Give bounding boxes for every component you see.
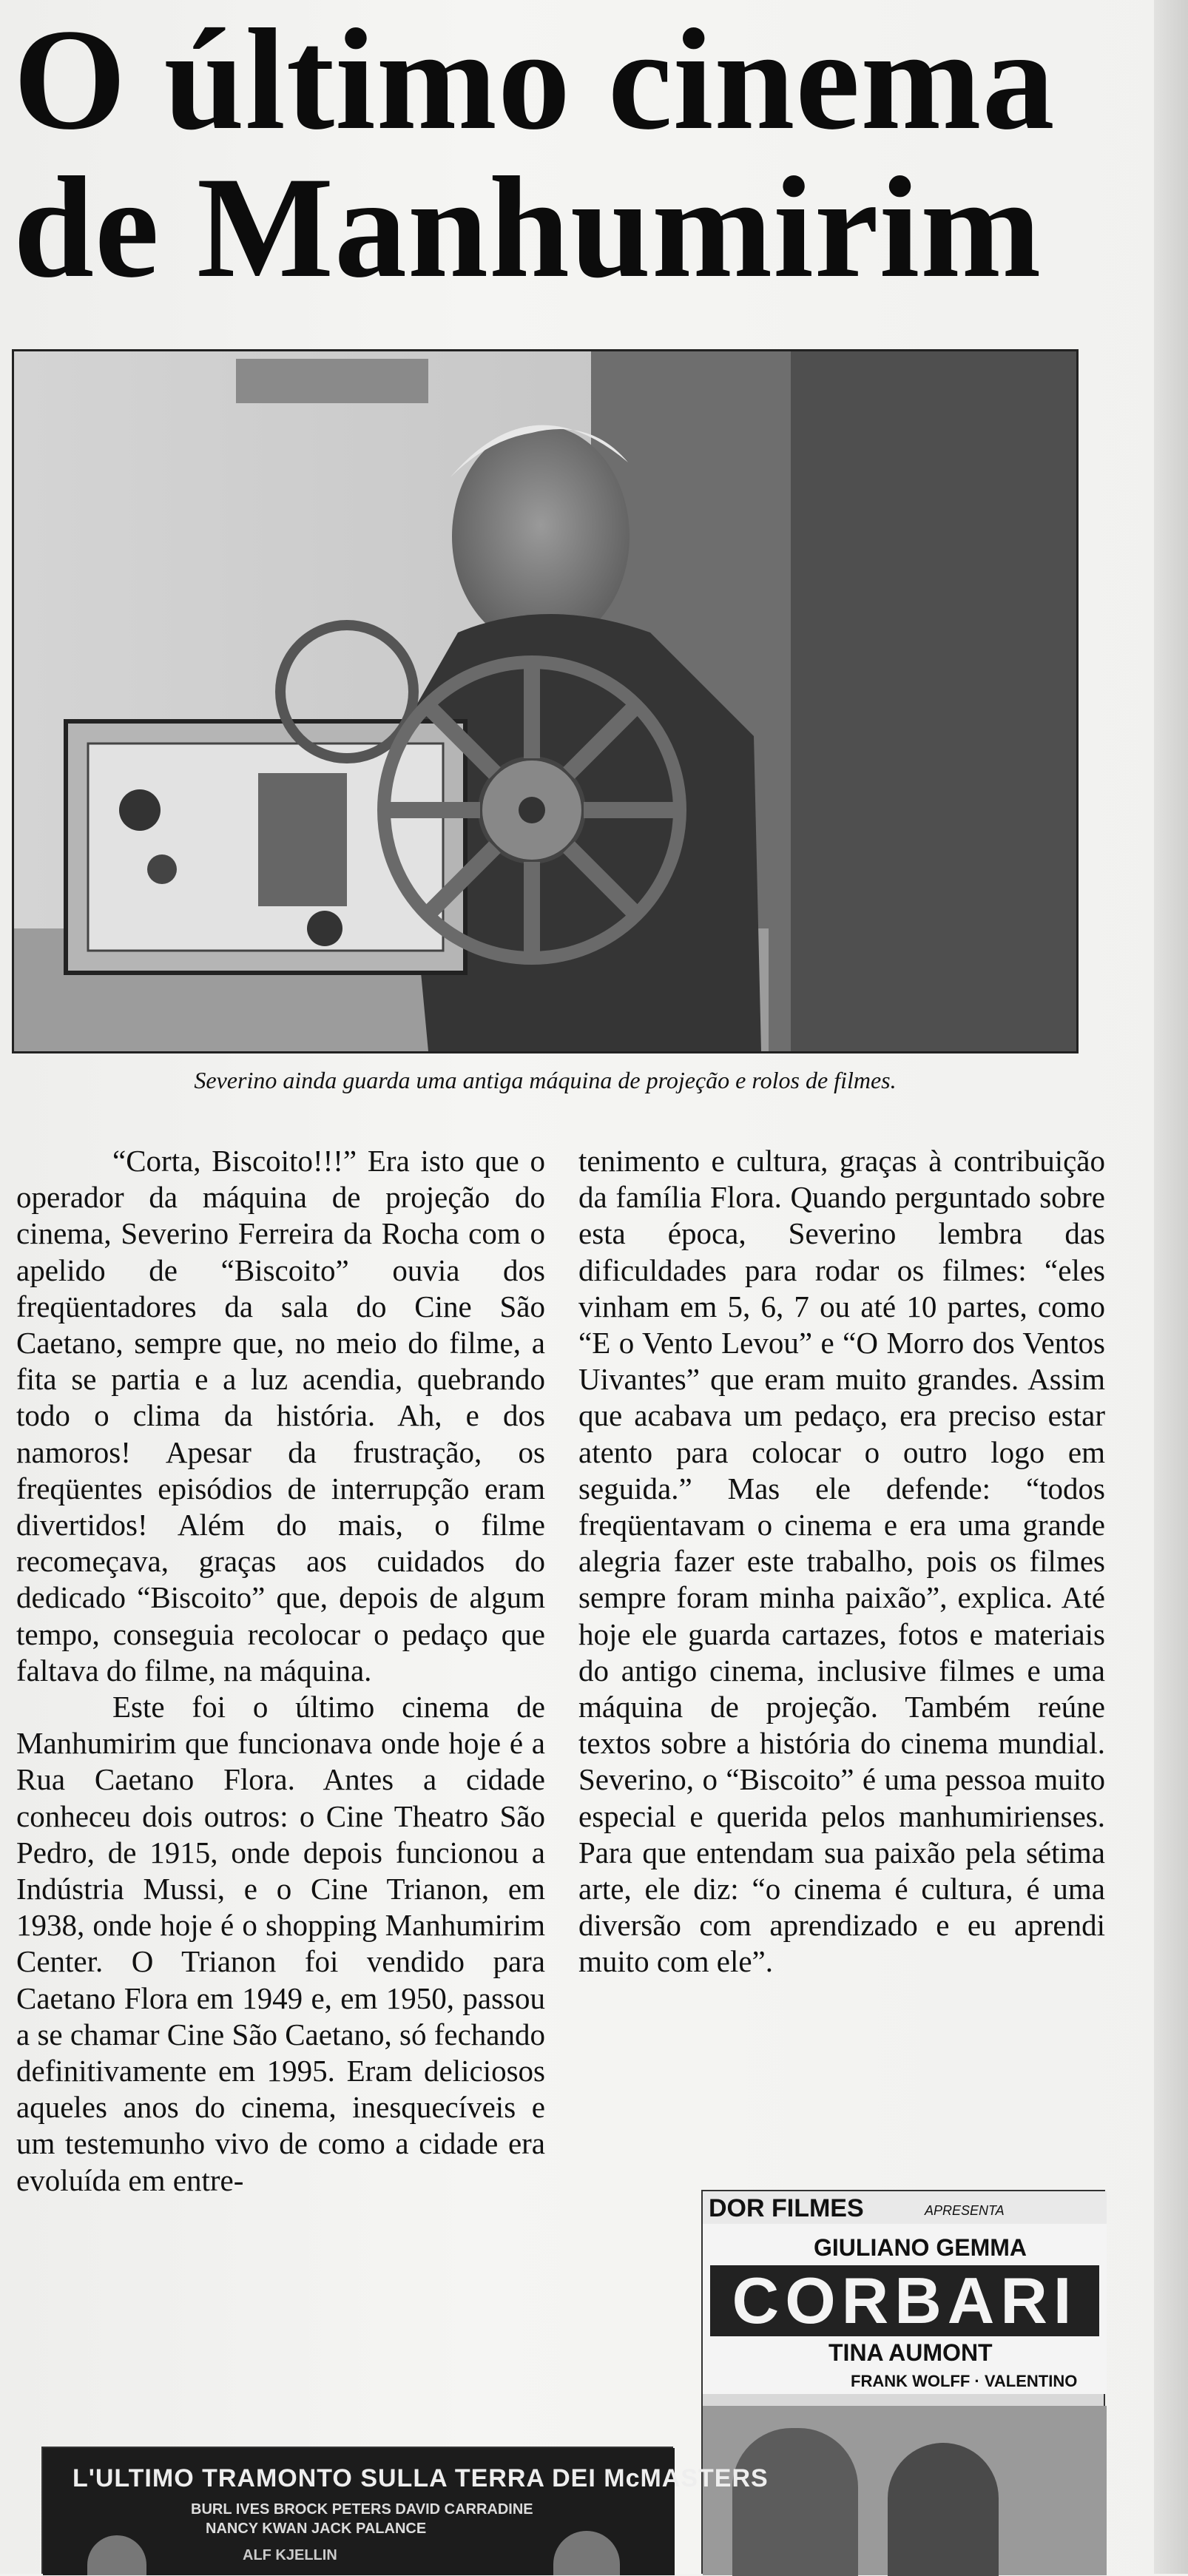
corbari-movie-poster — [701, 2190, 1105, 2574]
headline — [13, 0, 1101, 308]
man-head — [452, 425, 630, 647]
poster-cast-line-1: BURL IVES BROCK PETERS DAVID CARRADINE — [191, 2501, 533, 2518]
article-paragraph: tenimento e cultura, graças à contribuição da família Flora. Quando perguntado sobre esta época, Severino lembra das dificuldades para rodar os filmes: “eles vinham em 5, 6, 7 ou até 10 partes, como “E o Vento Levou” e “O Morro dos Ventos Uivantes” que eram muito grandes. Assim que acabava um pedaço, era preciso estar atento para colocar o outro logo em seguida.” Mas ele defende: “todos freqüentavam o cinema e era uma grande alegria fazer este trabalho, pois os filmes sempre foram minha paixão”, explica. Até hoje ele guarda cartazes, fotos e materiais do antigo cinema, inclusive filmes e uma máquina de projeção. Também reúne textos sobre a história do cinema mundial. Severino, o “Biscoito” é uma pessoa muito especial e querida pelos manhumirienses. Para que entendam sua paixão pela sétima arte, ele diz: “o cinema é cultura, é uma diversão com aprendizado e eu aprendi muito com ele”. — [578, 1144, 1105, 1979]
poster-costar: TINA AUMONT — [828, 2339, 993, 2366]
poster-cast-line-2: NANCY KWAN JACK PALANCE — [206, 2521, 427, 2537]
film-reel — [384, 662, 680, 958]
wall-calendar — [236, 359, 428, 403]
poster-distributor: DOR FILMES — [709, 2194, 864, 2222]
headline-line-2: de Manhumirim — [13, 147, 1042, 308]
poster-credit: FRANK WOLFF · VALENTINO — [851, 2372, 1078, 2390]
headline-line-1: O último cinema — [13, 0, 1056, 160]
poster-title: L'ULTIMO TRAMONTO SULLA TERRA DEI McMASTERS — [72, 2464, 769, 2492]
article-paragraph: Este foi o último cinema de Manhumirim que funcionava onde hoje é a Rua Caetano Flora. Antes a cidade conheceu dois outros: o Cine Theatro São Pedro, de 1915, onde depois funcionou a Indústria Mussi, e o Cine Trianon, em 1938, onde hoje é o shopping Manhumirim Center. O Trianon foi vendido para Caetano Flora em 1949 e, em 1950, passou a se chamar Cine São Caetano, só fechando definitivamente em 1995. Eram deliciosos aqueles anos do cinema, inesquecíveis e um testemunho vivo de como a cidade era evoluída em entre- — [16, 1690, 545, 2197]
poster-credit: ALF KJELLIN — [243, 2547, 337, 2563]
article-column-left — [16, 1143, 545, 2199]
poster-star: GIULIANO GEMMA — [814, 2234, 1027, 2261]
projectionist-photo — [12, 349, 1079, 1053]
poster-title: CORBARI — [710, 2265, 1099, 2336]
mcmasters-movie-poster — [41, 2447, 769, 2574]
poster-face-right — [888, 2443, 999, 2576]
photo-caption: Severino ainda guarda uma antiga máquina de projeção e rolos de filmes. — [194, 1067, 897, 1093]
poster-presenta: APRESENTA — [925, 2203, 1005, 2218]
poster-face-left — [732, 2428, 858, 2576]
article-column-right — [578, 1143, 1105, 1980]
article-paragraph: “Corta, Biscoito!!!” Era isto que o operador da máquina de projeção do cinema, Severino Ferreira da Rocha com o apelido de “Biscoito” ouvia dos freqüentadores da sala do Cine São Caetano, sempre que, no meio do filme, a fita se partia e a luz acendia, quebrando todo o clima da história. Ah, e dos namoros! Apesar da frustração, os freqüentes episódios de interrupção eram divertidos! Além do mais, o filme recomeçava, graças aos cuidados do dedicado “Biscoito” que, depois de algum tempo, conseguia recolocar o pedaço que faltava do filme, na máquina. — [16, 1144, 545, 1687]
photo-illustration — [14, 351, 1076, 1051]
page-edge-shadow — [1154, 0, 1188, 2574]
